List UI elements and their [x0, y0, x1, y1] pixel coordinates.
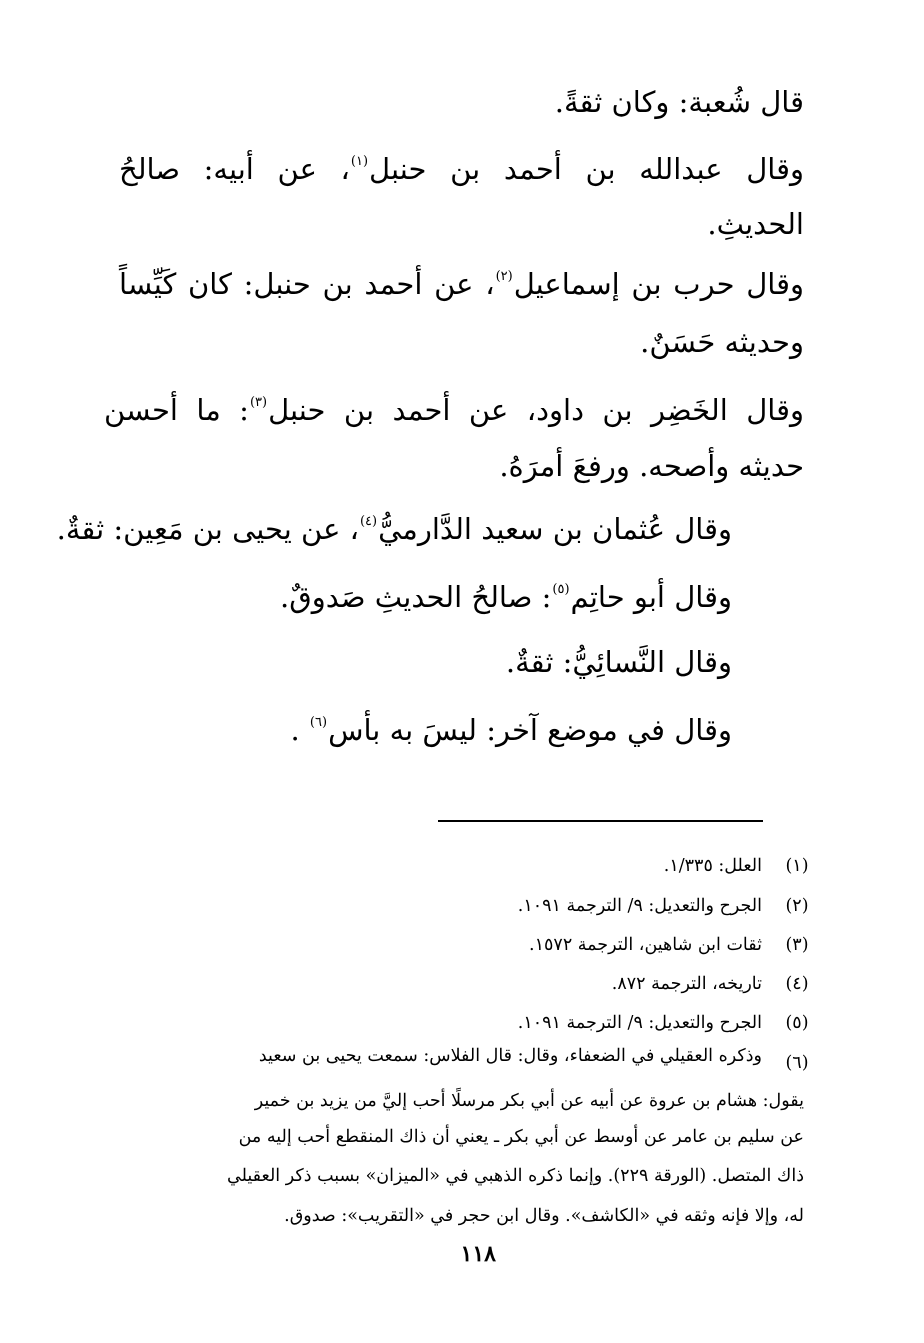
text-segment: : صالحُ الحديثِ صَدوقٌ. [279, 580, 552, 614]
footnote-ref-2[interactable]: (٢) [495, 269, 513, 284]
text-line-2 [119, 152, 804, 186]
text-line-3: الحديثِ. [707, 207, 804, 241]
text-segment: ، عن أحمد بن حنبل: كان كَيِّساً [119, 267, 495, 301]
text-line-8 [56, 512, 732, 546]
footnote-text-6-line-4: ذاك المتصل. (الورقة ٢٢٩). وإنما ذكره الذهبي في «الميزان» بسبب ذكر العقيلي [227, 1166, 804, 1186]
text-line-4 [119, 267, 804, 301]
text-line-6 [104, 393, 804, 427]
footnote-text-6-line-3: عن سليم بن عامر عن أوسط عن أبي بكر ـ يعني أن ذاك المنقطع أحب إليه من [238, 1127, 804, 1147]
footnote-number-3: (٣) [785, 935, 809, 955]
footnote-number-1: (١) [785, 856, 809, 876]
text-line-10: وقال النَّسائِيُّ: ثقةٌ. [505, 645, 732, 679]
footnote-number-5: (٥) [785, 1013, 809, 1033]
footnote-ref-5[interactable]: (٥) [552, 582, 570, 597]
narrator-abu-hatim: وقال أبو حاتِم [570, 580, 732, 614]
text-segment: ، عن يحيى بن مَعِين: ثقةٌ. [56, 512, 359, 546]
text-segment: ، عن أبيه: صالحُ [119, 152, 350, 186]
page-number: ١١٨ [460, 1241, 496, 1267]
footnote-text-4: تاريخه، الترجمة ٨٧٢. [611, 974, 762, 994]
text-segment: . [290, 713, 309, 747]
footnote-number-6: (٦) [785, 1053, 809, 1073]
footnote-text-3: ثقات ابن شاهين، الترجمة ١٥٧٢. [529, 935, 762, 955]
footnote-ref-4[interactable]: (٤) [359, 514, 378, 529]
text-segment: : ما أحسن [104, 393, 249, 427]
footnote-separator [438, 820, 763, 822]
text-line-9 [279, 580, 732, 614]
text-segment: وقال في موضع آخر: ليسَ به بأس [328, 713, 732, 747]
text-line-11 [290, 713, 732, 747]
narrator-darimi: وقال عُثمان بن سعيد الدَّارميُّ [378, 512, 732, 546]
footnote-ref-3[interactable]: (٣) [249, 395, 268, 410]
narrator-harb: وقال حرب بن إسماعيل [513, 267, 804, 301]
narrator-khadir: وقال الخَضِر بن داود، عن أحمد بن حنبل [268, 393, 804, 427]
footnote-text-6-line-5: له، وإلا فإنه وثقه في «الكاشف». وقال ابن حجر في «التقريب»: صدوق. [284, 1206, 804, 1226]
footnote-text-6-line-2: يقول: هشام بن عروة عن أبيه عن أبي بكر مرسلًا أحب إليَّ من يزيد بن خمير [254, 1091, 804, 1111]
text-line-1: قال شُعبة: وكان ثقةً. [554, 85, 804, 119]
narrator-abdullah: وقال عبدالله بن أحمد بن حنبل [369, 152, 804, 186]
footnote-ref-1[interactable]: (١) [350, 154, 369, 169]
footnote-ref-6[interactable]: (٦) [309, 715, 328, 730]
text-line-7: حديثه وأصحه. ورفعَ أمرَهُ. [499, 449, 804, 483]
footnote-number-2: (٢) [785, 896, 809, 916]
footnote-text-6-line-1: وذكره العقيلي في الضعفاء، وقال: قال الفلاس: سمعت يحيى بن سعيد [258, 1046, 762, 1066]
footnote-text-5: الجرح والتعديل: ٩/ الترجمة ١٠٩١. [517, 1013, 762, 1033]
footnote-text-1: العلل: ١/٣٣٥. [663, 856, 762, 876]
text-line-5: وحديثه حَسَنٌ. [640, 325, 804, 359]
footnote-text-2: الجرح والتعديل: ٩/ الترجمة ١٠٩١. [517, 896, 762, 916]
footnote-number-4: (٤) [785, 974, 809, 994]
